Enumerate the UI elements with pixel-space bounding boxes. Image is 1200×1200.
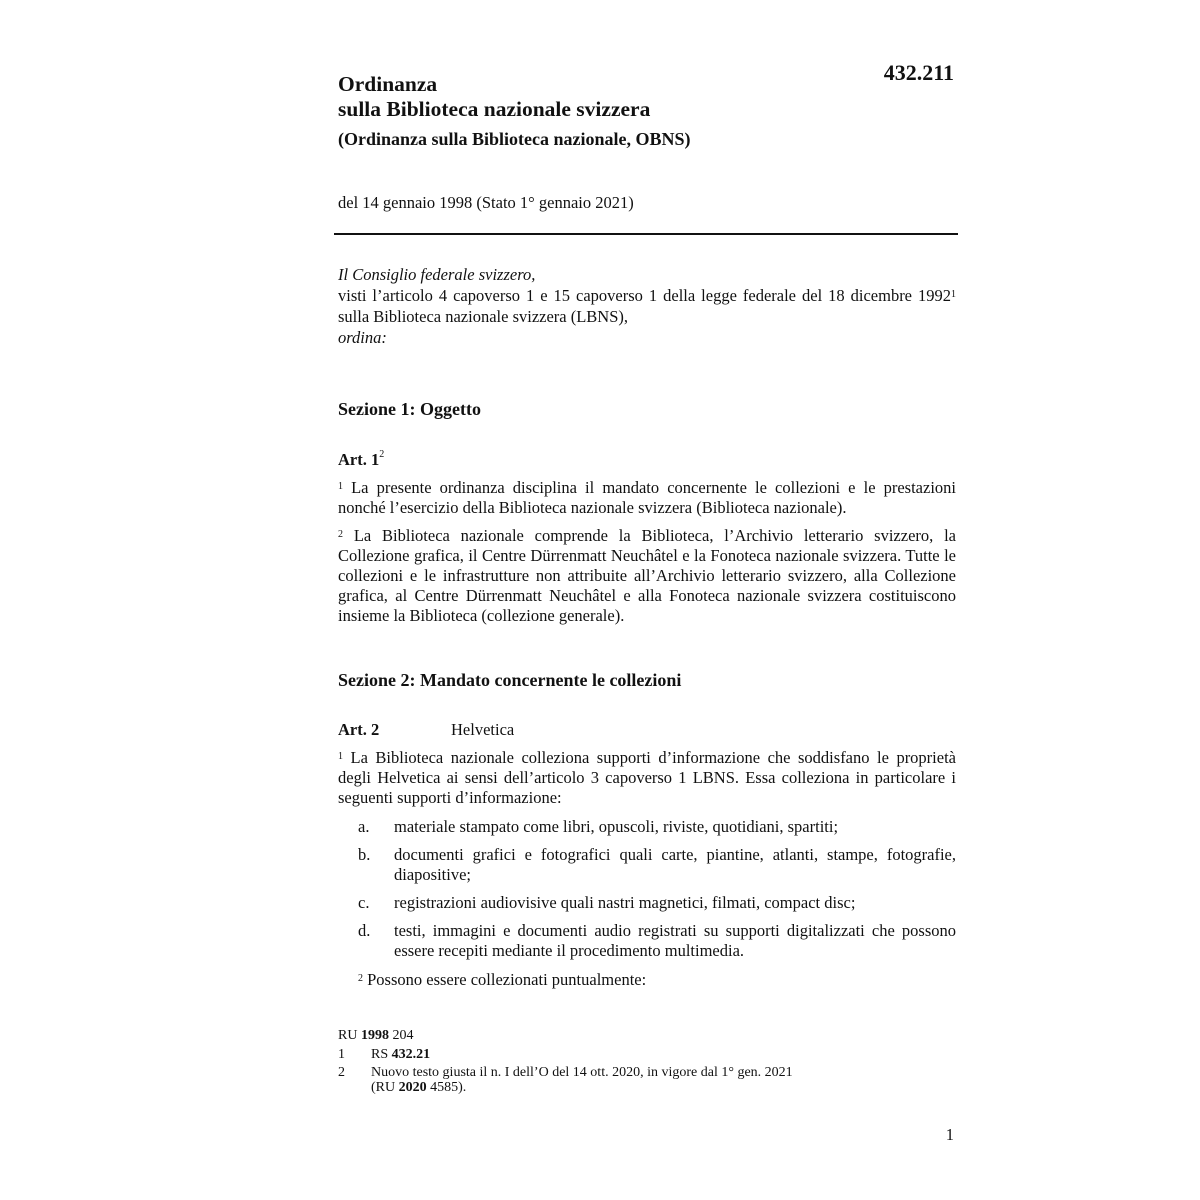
footnote-ref-2[interactable]: 2: [379, 449, 385, 460]
list-item-text: testi, immagini e documenti audio registrati su supporti digitalizzati che possono essere recepiti mediante il procedimento multimedia.: [394, 921, 956, 960]
official-compilation-reference: [338, 1028, 413, 1044]
footnote-line-1: Nuovo testo giusta il n. I dell’O del 14 ott. 2020, in vigore dal 1° gen. 2021: [371, 1065, 793, 1080]
page-number: 1: [945, 1125, 954, 1144]
footnote-line-2-prefix: (RU: [371, 1080, 399, 1095]
preamble-issuer: Il Consiglio federale svizzero,: [338, 265, 536, 284]
article-1-heading: [338, 450, 384, 470]
article-2-label: Art. 2: [338, 720, 380, 739]
preamble-basis: visti l’articolo 4 capoverso 1 e 15 capoverso 1 della legge federale del 18 dicembre 1992: [338, 286, 951, 305]
list-item-label: c.: [358, 893, 370, 912]
ru-year: 1998: [360, 1028, 389, 1043]
paragraph-number: 2: [338, 529, 343, 540]
footnote-number: 1: [338, 1047, 345, 1062]
section-1-title: Sezione 1: Oggetto: [338, 399, 481, 419]
paragraph-text: Possono essere collezionati puntualmente:: [363, 970, 647, 989]
footnote-ref-1[interactable]: 1: [951, 289, 956, 300]
document-subtitle: (Ordinanza sulla Biblioteca nazionale, OBNS): [338, 129, 691, 149]
article-2-paragraph-2: [358, 970, 956, 990]
footnote-line-2-bold: 2020: [398, 1080, 427, 1095]
section-2-title: Sezione 2: Mandato concernente le collezioni: [338, 670, 682, 690]
title-line-2: sulla Biblioteca nazionale svizzera: [338, 97, 651, 121]
preamble: [338, 264, 956, 348]
document-title: [338, 72, 650, 122]
preamble-decree: ordina:: [338, 328, 387, 347]
header-divider: [334, 233, 958, 235]
ru-prefix: RU: [338, 1028, 361, 1043]
article-2-paragraph-1: [338, 748, 956, 808]
footnote-text: [371, 1047, 956, 1062]
document-page: [338, 0, 958, 1200]
footnote-line-2-suffix: 4585).: [426, 1080, 467, 1095]
document-date: del 14 gennaio 1998 (Stato 1° gennaio 2021): [338, 193, 634, 212]
paragraph-number: 1: [338, 751, 343, 762]
list-item-label: a.: [358, 817, 370, 836]
list-item-label: d.: [358, 921, 371, 940]
article-2-heading: [338, 720, 638, 740]
paragraph-number: 1: [338, 481, 343, 492]
paragraph-number: 2: [358, 973, 363, 984]
title-line-1: Ordinanza: [338, 72, 438, 96]
ru-page: 204: [388, 1028, 414, 1043]
list-item-text: documenti grafici e fotografici quali carte, piantine, atlanti, stampe, fotografie, diapositive;: [394, 845, 956, 884]
article-1-label: Art. 1: [338, 450, 380, 469]
footnote-bold: 432.21: [391, 1047, 431, 1062]
article-2-title: Helvetica: [451, 720, 515, 739]
article-1-paragraph-2: [338, 526, 956, 626]
list-item-text: registrazioni audiovisive quali nastri magnetici, filmati, compact disc;: [394, 893, 856, 912]
paragraph-text: La Biblioteca nazionale colleziona supporti d’informazione che soddisfano le proprietà degli Helvetica ai sensi dell’articolo 3 capoverso 1 LBNS. Essa colleziona in particolare i seguenti supporti d’informazione:: [338, 748, 956, 807]
sr-number: 432.211: [883, 60, 954, 85]
footnote-number: 2: [338, 1065, 345, 1080]
preamble-basis-end: sulla Biblioteca nazionale svizzera (LBNS),: [338, 307, 629, 326]
article-1-paragraph-1: [338, 478, 956, 518]
footnote-text: [371, 1065, 956, 1095]
list-item-text: materiale stampato come libri, opuscoli, riviste, quotidiani, spartiti;: [394, 817, 839, 836]
paragraph-text: La Biblioteca nazionale comprende la Biblioteca, l’Archivio letterario svizzero, la Collezione grafica, il Centre Dürrenmatt Neuchâtel e la Fonoteca nazionale svizzera. Tutte le collezioni e le infrastrutture non attribuite all’Archivio letterario svizzero, alla Collezione grafica, al Centre Dürrenmatt Neuchâtel e alla Fonoteca nazionale svizzera costituiscono insieme la Biblioteca (collezione generale).: [338, 526, 956, 625]
list-item-label: b.: [358, 845, 371, 864]
footnote-prefix: RS: [371, 1047, 392, 1062]
paragraph-text: La presente ordinanza disciplina il mandato concernente le collezioni e le prestazioni nonché l’esercizio della Biblioteca nazionale svizzera (Biblioteca nazionale).: [338, 478, 956, 517]
